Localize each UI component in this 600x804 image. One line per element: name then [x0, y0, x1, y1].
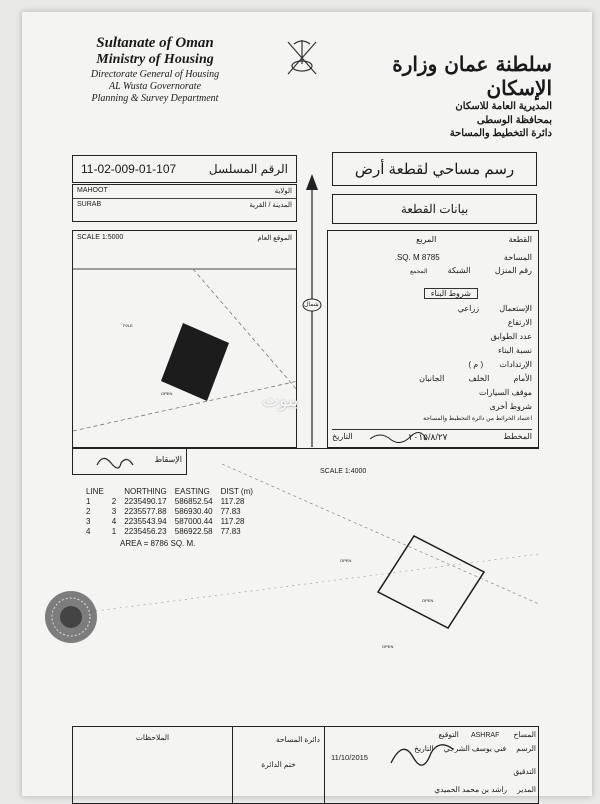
- directorate-name: Directorate General of Housing: [90, 68, 220, 80]
- cell: 4: [86, 527, 91, 536]
- cell: 1: [86, 497, 91, 506]
- cell: 77.83: [220, 507, 241, 516]
- notes-cell: [73, 727, 233, 803]
- floors-label: عدد الطوابق: [490, 332, 532, 341]
- sides-label: الجانبان: [419, 374, 445, 383]
- director-label: المدير: [517, 785, 536, 794]
- area-value: 8785 SQ. M.: [394, 253, 440, 262]
- english-header: [70, 34, 240, 105]
- scheme-date-label: التاريخ: [332, 432, 353, 441]
- city-label: المدينة / القرية: [249, 202, 292, 209]
- col-to: [108, 487, 120, 497]
- cell: 117.28: [220, 517, 245, 526]
- bottom-plot-label: OPEN: [422, 598, 434, 603]
- surveyor-sign-label: التوقيع: [438, 730, 459, 739]
- north-arrow-icon: [300, 172, 324, 452]
- coordinates-header-row: [82, 487, 257, 497]
- plot-shape: [161, 323, 229, 401]
- arabic-governorate: بمحافظة الوسطى: [476, 114, 552, 126]
- department-name: Planning & Survey Department: [91, 92, 219, 104]
- cell: 117.28: [220, 497, 245, 506]
- site-corner-label-a: P2LE: [123, 323, 133, 328]
- cell: 2235577.88: [124, 507, 167, 516]
- seal-label: ختم الدائرة: [261, 760, 296, 769]
- cell: 586930.40: [174, 507, 213, 516]
- drafter-label: الرسم: [516, 744, 536, 753]
- col-dist: DIST (m): [220, 487, 253, 496]
- serial-number-label: الرقم المسلسل: [208, 162, 288, 176]
- signatures-cell: [325, 727, 540, 803]
- ratio-label: نسبة البناء: [498, 346, 532, 355]
- drafter-signature: [387, 739, 457, 769]
- city-value: SURAB: [77, 201, 102, 208]
- footer-table: [72, 726, 539, 804]
- area-row: [395, 253, 532, 262]
- cell: 2: [86, 507, 91, 516]
- front-label: الأمام: [513, 374, 532, 383]
- plot-value: المربع: [416, 235, 437, 244]
- location-box: [72, 184, 297, 222]
- usage-value: زراعي: [457, 304, 480, 313]
- drafter-date-label: التاريخ: [414, 744, 434, 753]
- bottom-open-label-b: OPEN: [382, 644, 394, 649]
- watermark: بيوت: [262, 390, 299, 410]
- usage-label: الإستعمال: [499, 304, 532, 313]
- surveyor-row: [439, 730, 536, 739]
- site-plan-drawing: [73, 231, 297, 448]
- wilaya-label: الولاية: [274, 188, 292, 195]
- north-label: شمال: [304, 302, 319, 308]
- cell: 2235543.94: [124, 517, 167, 526]
- site-plan-label: الموقع العام: [257, 235, 292, 242]
- plot-details-box: [327, 230, 539, 448]
- rear-label: الخلف: [468, 374, 490, 383]
- area-total: AREA = 8786 SQ. M.: [120, 539, 196, 548]
- setbacks-label: الإرتدادات: [499, 360, 532, 369]
- setbacks-unit: ( م ): [468, 360, 484, 369]
- house-no-row: [410, 266, 532, 275]
- arabic-department: دائرة التخطيط والمساحة: [449, 128, 552, 139]
- bottom-plot-shape: [378, 536, 484, 628]
- col-northing: NORTHING: [124, 487, 167, 496]
- block-label: الشبكة: [447, 266, 471, 275]
- arabic-ministry-calligraphy: سلطنة عمان وزارة الإسكان: [392, 52, 552, 100]
- cell: 4: [111, 517, 117, 526]
- cell: 1: [111, 527, 117, 536]
- drafter-name: فني يوسف الشرجي: [443, 744, 507, 753]
- col-easting: EASTING: [174, 487, 210, 496]
- director-name: راشد بن محمد الحميدي: [434, 785, 508, 794]
- cell: 587000.44: [174, 517, 213, 526]
- arabic-header: [352, 52, 552, 141]
- house-no-label: رقم المنزل: [494, 266, 532, 275]
- scheme-date-value: ٢٠١٥/٨/٢٧: [408, 432, 448, 442]
- approval-note: اعتماد الخرائط من دائرة التخطيط والمساحة: [423, 416, 532, 422]
- area-label: المساحة: [503, 253, 532, 262]
- parking-label: موقف السيارات: [478, 388, 532, 397]
- director-row: [434, 785, 536, 794]
- official-seal-icon: [42, 588, 100, 646]
- table-row: [82, 527, 257, 537]
- plot-data-heading: بيانات القطعة: [332, 194, 537, 224]
- other-terms-label: شروط أخرى: [489, 402, 532, 411]
- bottom-open-label-a: OPEN: [340, 558, 352, 563]
- city-row: [73, 199, 296, 213]
- cell: 77.83: [220, 527, 241, 536]
- scheme-signature: [368, 429, 428, 445]
- usage-row: [458, 304, 532, 313]
- drafter-date: 11/10/2015: [331, 753, 368, 762]
- cell: 586922.58: [174, 527, 213, 536]
- site-plan-box: [72, 230, 297, 448]
- checker-label: التدقيق: [513, 767, 536, 776]
- cell: 2235456.23: [124, 527, 167, 536]
- surveyor-name: ASHRAF: [470, 732, 500, 739]
- cell: 2235490.17: [124, 497, 167, 506]
- oman-emblem-icon: [280, 34, 324, 80]
- projection-label: الإسقاط: [154, 455, 182, 464]
- notes-label: الملاحظات: [135, 733, 170, 742]
- bottom-map-scale: SCALE 1:4000: [320, 468, 367, 475]
- cell: 3: [111, 507, 117, 516]
- survey-document: [22, 12, 592, 796]
- wilaya-row: [73, 185, 296, 199]
- ministry-name: Ministry of Housing: [96, 52, 214, 67]
- block-value: المجمع: [409, 269, 428, 275]
- cell: 3: [86, 517, 91, 526]
- table-row: [82, 497, 257, 507]
- scheme-label: المخطط: [503, 432, 532, 441]
- department-cell: [233, 727, 325, 803]
- height-label: الارتفاع: [507, 318, 532, 327]
- arabic-directorate: المديرية العامة للاسكان: [455, 101, 552, 112]
- col-line: LINE: [86, 487, 104, 496]
- plot-label: القطعة: [508, 235, 532, 244]
- plot-row: [416, 235, 532, 244]
- department-label: دائرة المساحة: [275, 735, 320, 744]
- building-terms-heading: شروط البناء: [424, 288, 478, 299]
- serial-number-box: [72, 155, 297, 183]
- governorate-name: AL Wusta Governorate: [108, 80, 202, 92]
- document-title: رسم مساحي لقطعة أرض: [332, 152, 537, 186]
- scheme-date-row: [332, 429, 532, 443]
- cell: 2: [111, 497, 117, 506]
- site-plan-scale: SCALE 1:5000: [77, 234, 124, 241]
- setbacks-row: [468, 360, 532, 369]
- wilaya-value: MAHOOT: [77, 187, 108, 194]
- coordinates-table: [82, 487, 257, 548]
- setbacks-sides-row: [419, 374, 532, 383]
- table-row: [82, 507, 257, 517]
- serial-number-value: 11-02-009-01-107: [81, 162, 177, 176]
- cell: 586852.54: [174, 497, 213, 506]
- surveyor-label: المساح: [513, 730, 536, 739]
- site-corner-label-b: OPEN: [161, 391, 173, 396]
- country-name: Sultanate of Oman: [96, 35, 214, 51]
- table-row: [82, 517, 257, 527]
